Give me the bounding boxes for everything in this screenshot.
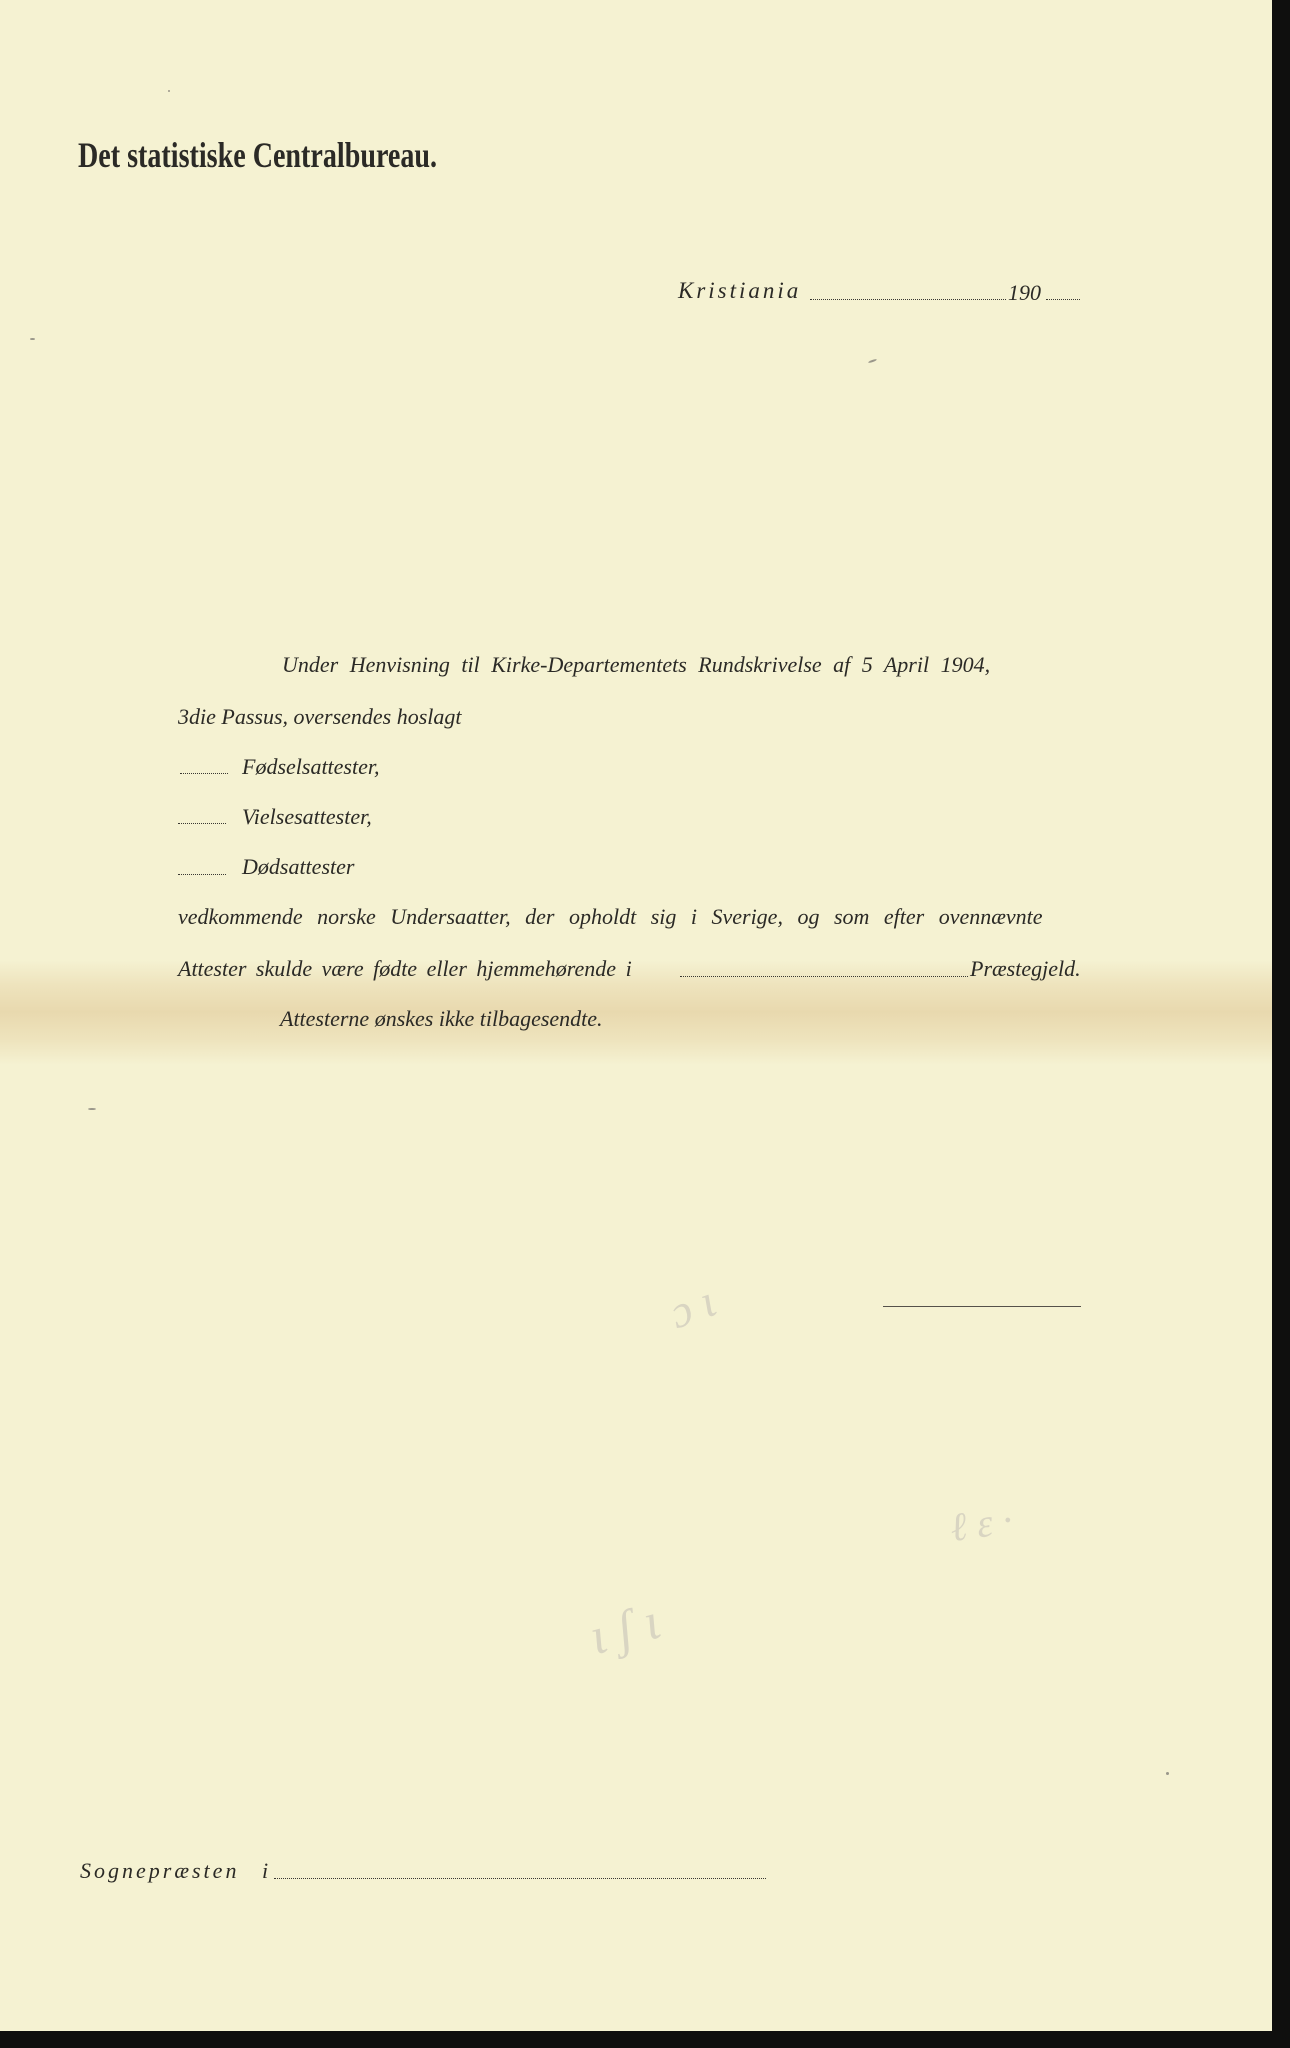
letter-line-4-start: Attester skulde være fødte eller hjemmehørende i (178, 956, 632, 981)
faint-pencil-mark: ɔ ɩ (662, 1274, 723, 1339)
count-blank-field (178, 823, 226, 824)
attestation-item-death: Dødsattester (242, 854, 355, 879)
letter-line-3: vedkommende norske Undersaatter, der opholdt sig i Sverige, og som efter ovennævnte (178, 904, 1043, 929)
dateline-place: Kristiania (678, 278, 802, 303)
signature-line (883, 1306, 1081, 1307)
count-blank-field (178, 874, 226, 875)
attestation-item-marriage: Vielsesattester, (242, 804, 372, 829)
count-blank-field (180, 773, 228, 774)
bureau-title: Det statistiske Centralbureau. (78, 135, 438, 175)
scan-border (0, 2031, 1290, 2048)
faint-pencil-mark: ɩ ʃ ɩ (583, 1592, 666, 1667)
parish-blank-field (680, 976, 968, 977)
paper-speck (168, 90, 170, 92)
letter-line-5: Attesterne ønskes ikke tilbagesendte. (280, 1006, 603, 1031)
footer-recipient: Sognepræsten (80, 1858, 240, 1883)
attestation-item-birth: Fødselsattester, (242, 754, 380, 779)
date-blank-field (810, 299, 1006, 300)
year-blank-field (1046, 299, 1080, 300)
parish-name-blank-field (274, 1878, 766, 1879)
dateline-year: 190 (1008, 280, 1041, 305)
faint-pencil-mark: ℓ ɛ · (947, 1496, 1016, 1551)
letter-line-1: Under Henvisning til Kirke-Departementets Rundskrivelse af 5 April 1904, (282, 652, 991, 677)
paper-speck (868, 359, 877, 364)
letter-line-2: 3die Passus, oversendes hoslagt (178, 704, 462, 729)
paper-speck (88, 1108, 96, 1110)
scan-border (1272, 0, 1290, 2048)
footer-recipient-preposition: i (262, 1858, 269, 1883)
paper-speck (1166, 1772, 1169, 1775)
letter-line-4-end: Præstegjeld. (970, 956, 1081, 981)
paper-speck (30, 338, 35, 340)
